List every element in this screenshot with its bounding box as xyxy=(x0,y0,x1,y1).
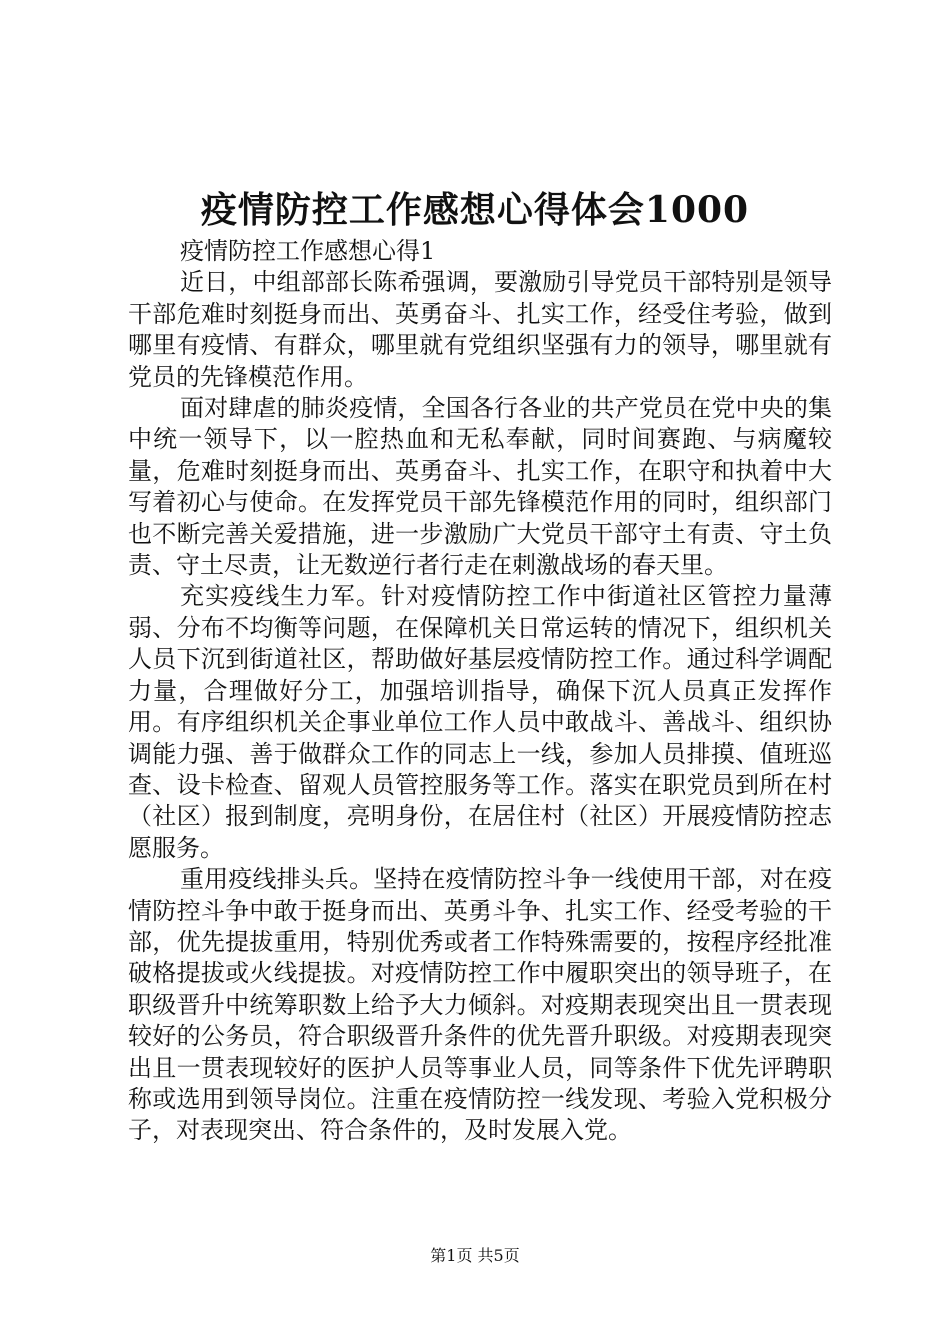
page-footer: 第1页 共5页 xyxy=(430,1246,520,1265)
document-title: 疫情防控工作感想心得体会1000 xyxy=(200,189,750,231)
paragraph: 充实疫线生力军。针对疫情防控工作中街道社区管控力量薄弱、分布不均衡等问题，在保障机关日常运转的情况下，组织机关人员下沉到街道社区，帮助做好基层疫情防控工作。通过科学调配力量，合理做好分工，加强培训指导，确保下沉人员真正发挥作用。有序组织机关企事业单位工作人员中敢战斗、善战斗、组织协调能力强、善于做群众工作的同志上一线，参加人员排摸、值班巡查、设卡检查、留观人员管控服务等工作。落实在职党员到所在村（社区）报到制度，亮明身份，在居住村（社区）开展疫情防控志愿服务。 xyxy=(128,582,832,862)
subheading: 疫情防控工作感想心得1 xyxy=(180,237,436,265)
document-body xyxy=(128,236,832,1147)
paragraph: 面对肆虐的肺炎疫情，全国各行各业的共产党员在党中央的集中统一领导下，以一腔热血和无私奉献，同时间赛跑、与病魔较量，危难时刻挺身而出、英勇奋斗、扎实工作，在职守和执着中大写着初心与使命。在发挥党员干部先锋模范作用的同时，组织部门也不断完善关爱措施，进一步激励广大党员干部守土有责、守土负责、守土尽责，让无数逆行者行走在刺激战场的春天里。 xyxy=(128,394,832,580)
paragraph: 重用疫线排头兵。坚持在疫情防控斗争一线使用干部，对在疫情防控斗争中敢于挺身而出、英勇斗争、扎实工作、经受考验的干部，优先提拔重用，特别优秀或者工作特殊需要的，按程序经批准破格提拔或火线提拔。对疫情防控工作中履职突出的领导班子，在职级晋升中统筹职数上给予大力倾斜。对疫期表现突出且一贯表现较好的公务员，符合职级晋升条件的优先晋升职级。对疫期表现突出且一贯表现较好的医护人员等事业人员，同等条件下优先评聘职称或选用到领导岗位。注重在疫情防控一线发现、考验入党积极分子，对表现突出、符合条件的，及时发展入党。 xyxy=(128,865,832,1145)
paragraph: 近日，中组部部长陈希强调，要激励引导党员干部特别是领导干部危难时刻挺身而出、英勇奋斗、扎实工作，经受住考验，做到哪里有疫情、有群众，哪里就有党组织坚强有力的领导，哪里就有党员的先锋模范作用。 xyxy=(128,268,832,391)
